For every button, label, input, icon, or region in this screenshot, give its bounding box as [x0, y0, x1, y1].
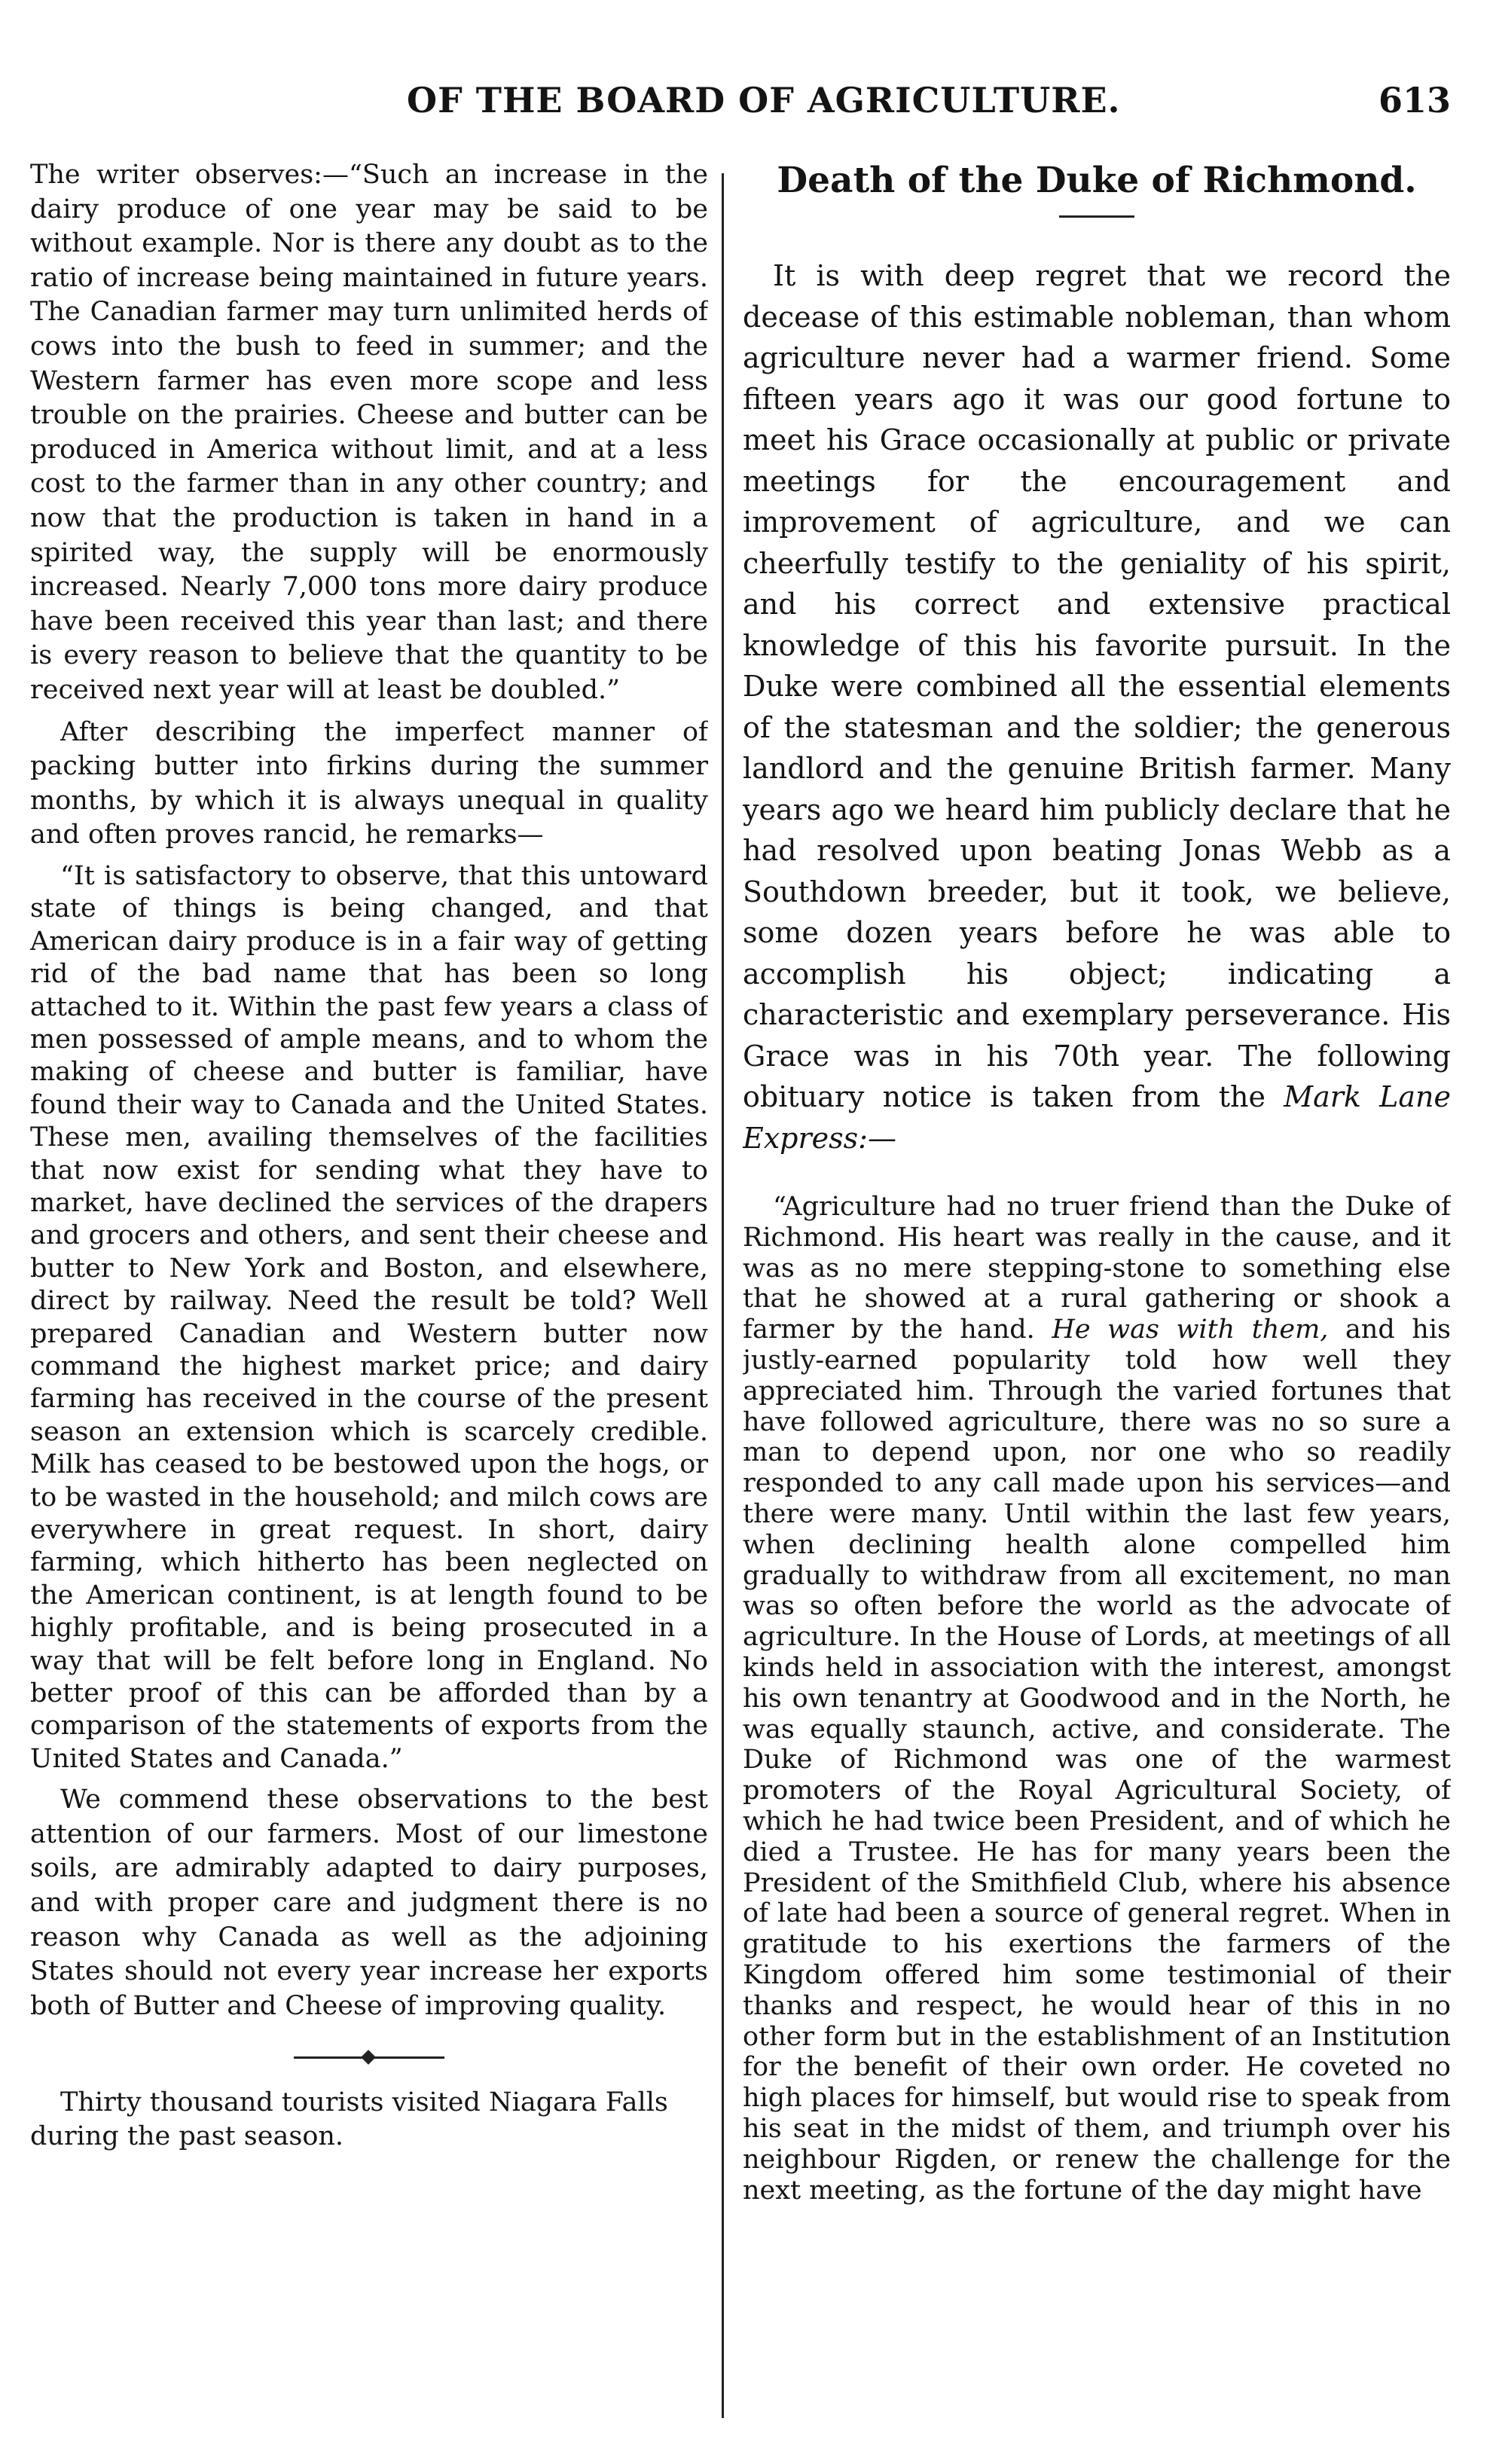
obituary-quote-text-1: “Agriculture had no truer friend than the Duke of Richmond. His heart was really in the cause, and it was as no mere stepping-stone to something else that he showed at a rural gathering or shook a farmer by the hand.	[743, 1192, 1451, 1345]
description-paragraph: After describing the imperfect manner of packing butter into firkins during the summer months, by which it is always unequal in quality and often proves rancid, he remarks—	[30, 716, 708, 850]
quoted-report-paragraph: The writer observes:—“Such an increase in the dairy produce of one year may be said to be without example. Nor is there any doubt as to the ratio of increase being maintained in future years. The Canadian farmer may turn unlimited herds of cows into the bush to feed in summer; and the Western farmer has even more scope and less trouble on the prairies. Cheese and butter can be produced in America without limit, and at a less cost to the farmer than in any other country; and now that the production is taken in hand in a spirited way, the supply will be enormously increased. Nearly 7,000 tons more dairy produce have been received this year than last; and there is every reason to believe that the quantity to be received next year will at least be doubled.”	[30, 160, 708, 705]
running-title: OF THE BOARD OF AGRICULTURE.	[407, 80, 1121, 121]
tourists-note: Thirty thousand tourists visited Niagara Falls during the past season.	[30, 2087, 668, 2152]
obituary-emphasis: He was with them,	[1052, 1314, 1329, 1345]
page-number: 613	[1378, 80, 1451, 121]
obituary-quote-text-2: and his justly-earned popularity told how well they appreciated him. Through the varied fortunes that have followed agriculture, there was no so sure a man to depend upon, nor one who so readily responded to any call made upon his services—and there were many. Until within the last few years, when declining health alone compelled him gradually to withdraw from all excitement, no man was so often before the world as the advocate of agriculture. In the House of Lords, at meetings of all kinds held in association with the interest, amongst his own tenantry at Goodwood and in the North, he was equally staunch, active, and considerate. The Duke of Richmond was one of the warmest promoters of the Royal Agricultural Society, of which he had twice been President, and of which he died a Trustee. He has for many years been the President of the Smithfield Club, where his absence of late had been a source of general regret. When in gratitude to his exertions the farmers of the Kingdom offered him some testimonial of their thanks and respect, he would hear of this in no other form but in the establishment of an Institution for the benefit of their own order. He coveted no high places for himself, but would rise to speak from his seat in the midst of them, and triumph over his neighbour Rigden, or renew the challenge for the next meeting, as the fortune of the day might have	[743, 1314, 1451, 2206]
running-header	[0, 80, 1493, 133]
article-intro-paragraph	[743, 255, 1451, 1159]
block-quote-paragraph: “It is satisfactory to observe, that this untoward state of things is being changed, and that American dairy produce is in a fair way of getting rid of the bad name that has been so long attached to it. Within the past few years a class of men possessed of ample means, and to whom the making of cheese and butter is familiar, have found their way to Canada and the United States. These men, availing themselves of the facilities that now exist for sending what they have to market, have declined the services of the drapers and grocers and others, and sent their cheese and butter to New York and Boston, and elsewhere, direct by railway. Need the result be told? Well prepared Canadian and Western butter now command the highest market price; and dairy farming has received in the course of the present season an extension which is scarcely credible. Milk has ceased to be bestowed upon the hogs, or to be wasted in the household; and milch cows are everywhere in great request. In short, dairy farming, which hitherto has been neglected on the American continent, is at length found to be highly profitable, and is being prosecuted in a way that will be felt before long in England. No better proof of this can be afforded than by a comparison of the statements of exports from the United States and Canada.”	[30, 860, 708, 1774]
right-column	[743, 158, 1451, 2433]
left-column	[30, 158, 708, 2433]
source-publication: Mark Lane Express:—	[743, 1080, 1451, 1155]
article-intro-text: It is with deep regret that we record the decease of this estimable nobleman, than whom agriculture never had a warmer friend. Some fifteen years ago it was our good fortune to meet his Grace occasionally at public or private meetings for the encouragement and improvement of agriculture, and we can cheerfully testify to the geniality of his spirit, and his correct and extensive practical knowledge of this his favorite pursuit. In the Duke were combined all the essential elements of the statesman and the soldier; the generous landlord and the genuine British farmer. Many years ago we heard him publicly declare that he had resolved upon beating Jonas Webb as a Southdown breeder, but it took, we believe, some dozen years before he was able to accomplish his object; indicating a characteristic and exemplary perseverance. His Grace was in his 70th year. The following obituary notice is taken from the	[743, 259, 1451, 1113]
column-rule	[722, 173, 724, 2418]
title-rule	[1059, 215, 1134, 218]
obituary-quote-paragraph	[743, 1192, 1451, 2206]
article-title: Death of the Duke of Richmond.	[777, 160, 1417, 201]
commendation-paragraph: We commend these observations to the best attention of our farmers. Most of our limestone soils, are admirably adapted to dairy purposes, and with proper care and judgment there is no reason why Canada as well as the adjoining States should not every year increase her exports both of Butter and Cheese of improving quality.	[30, 1785, 708, 2021]
section-divider	[294, 2056, 444, 2059]
